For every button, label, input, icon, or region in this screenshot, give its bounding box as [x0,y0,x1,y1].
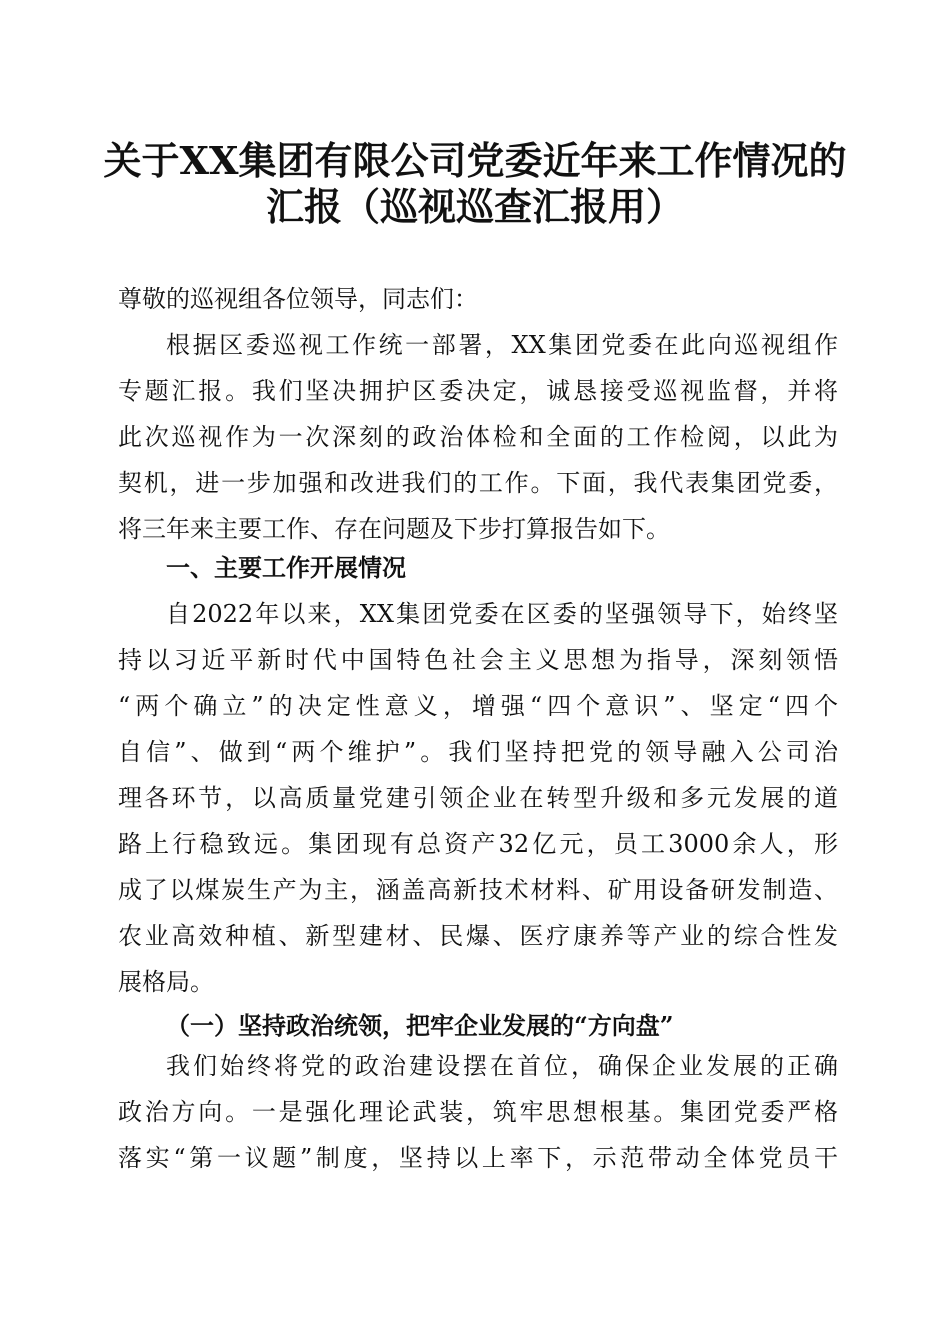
paragraph-1-line: 将三年来主要工作、存在问题及下步打算报告如下。 [118,515,670,543]
section-heading-1: 一、主要工作开展情况 [166,554,406,582]
paragraph-2-line: 展格局。 [118,968,214,996]
paragraph-2-line: “两个确立”的决定性意义，增强“四个意识”、坚定“四个 [118,692,838,720]
paragraph-2-line: 农业高效种植、新型建材、民爆、医疗康养等产业的综合性发 [118,922,838,950]
paragraph-2-line: 理各环节，以高质量党建引领企业在转型升级和多元发展的道 [118,784,838,812]
salutation: 尊敬的巡视组各位领导，同志们： [118,285,478,313]
paragraph-3-line: 我们始终将党的政治建设摆在首位，确保企业发展的正确 [166,1052,838,1080]
paragraph-1-line: 此次巡视作为一次深刻的政治体检和全面的工作检阅，以此为 [118,423,838,451]
paragraph-3-line: 政治方向。一是强化理论武装，筑牢思想根基。集团党委严格 [118,1098,838,1126]
section-heading-2: （一）坚持政治统领，把牢企业发展的“方向盘” [166,1011,674,1040]
paragraph-3-line: 落实“第一议题”制度，坚持以上率下，示范带动全体党员干 [118,1144,838,1172]
paragraph-1-line: 专题汇报。我们坚决拥护区委决定，诚恳接受巡视监督，并将 [118,377,838,405]
paragraph-2-line: 持以习近平新时代中国特色社会主义思想为指导，深刻领悟 [118,646,838,674]
paragraph-2-line: 路上行稳致远。集团现有总资产32亿元，员工3000余人，形 [118,830,838,858]
paragraph-1-line: 契机，进一步加强和改进我们的工作。下面，我代表集团党委， [118,469,838,497]
paragraph-2-line: 成了以煤炭生产为主，涵盖高新技术材料、矿用设备研发制造、 [118,876,838,904]
paragraph-1-line: 根据区委巡视工作统一部署，XX集团党委在此向巡视组作 [166,331,838,359]
document-title-line-1: 关于XX集团有限公司党委近年来工作情况的 [103,138,847,183]
document-title-line-2: 汇报（巡视巡查汇报用） [265,184,684,229]
paragraph-2-line: 自2022年以来，XX集团党委在区委的坚强领导下，始终坚 [166,600,838,628]
paragraph-2-line: 自信”、做到“两个维护”。我们坚持把党的领导融入公司治 [118,738,838,766]
